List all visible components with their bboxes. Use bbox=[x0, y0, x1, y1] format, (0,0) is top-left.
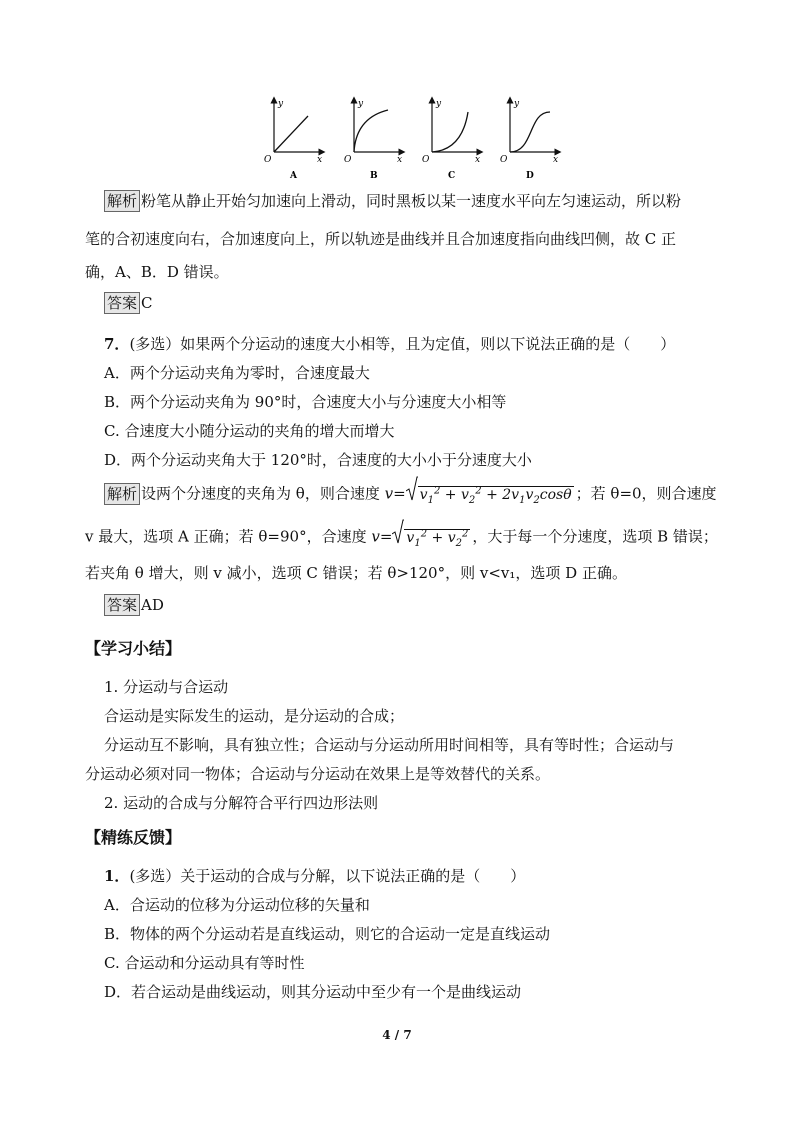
q6-analysis-text-1: 粉笔从静止开始匀加速向上滑动，同时黑板以某一速度水平向左匀速运动，所以粉 bbox=[141, 192, 682, 210]
q7-number: 7． bbox=[104, 335, 130, 353]
velocity-symbol-2: v bbox=[371, 527, 380, 546]
summary-heading: 【学习小结】 bbox=[85, 639, 182, 658]
summary-p4: 分运动必须对同一物体；合运动与分运动在效果上是等效替代的关系。 bbox=[85, 765, 551, 783]
q7-option-b: B．两个分运动夹角为 90°时，合速度大小与分速度大小相等 bbox=[104, 393, 507, 411]
practice-option-d: D．若合运动是曲线运动，则其分运动中至少有一个是曲线运动 bbox=[104, 983, 522, 1001]
q6-answer bbox=[104, 292, 153, 314]
q6-answer-value: C bbox=[141, 294, 153, 312]
equals-sign-2: = bbox=[379, 527, 393, 546]
q7-stem-text: (多选）如果两个分运动的速度大小相等，且为定值，则以下说法正确的是（ ） bbox=[129, 335, 676, 353]
q7-option-c: C. 合速度大小随分运动的夹角的增大而增大 bbox=[104, 422, 395, 440]
graph-a-origin: O bbox=[264, 155, 272, 165]
graph-d bbox=[500, 99, 558, 180]
q7-analysis-post: ；若 θ=0，则合速度 bbox=[575, 484, 717, 503]
page-number: 4 / 7 bbox=[382, 1028, 412, 1042]
q7-option-a: A．两个分运动夹角为零时，合速度最大 bbox=[104, 364, 370, 382]
sqrt-formula-2: $v_1^2 + v_2^2$ bbox=[392, 523, 470, 554]
graph-d-origin: O bbox=[500, 155, 508, 165]
practice-stem-text: (多选）关于运动的合成与分解，以下说法正确的是（ ） bbox=[129, 867, 526, 885]
summary-p5: 2. 运动的合成与分解符合平行四边形法则 bbox=[104, 794, 379, 812]
practice-option-a: A．合运动的位移为分运动位移的矢量和 bbox=[104, 896, 370, 914]
q7-analysis-2-post: ，大于每一个分速度，选项 B 错误； bbox=[472, 527, 718, 546]
practice-option-b: B．物体的两个分运动若是直线运动，则它的合运动一定是直线运动 bbox=[104, 925, 551, 943]
equals-sign: = bbox=[393, 484, 406, 503]
q7-analysis-pre: 设两个分速度的夹角为 θ，则合速度 bbox=[141, 484, 385, 503]
practice-stem bbox=[104, 865, 525, 887]
graph-b-label: B bbox=[370, 171, 378, 180]
summary-p2: 合运动是实际发生的运动，是分运动的合成； bbox=[104, 707, 405, 725]
q7-stem bbox=[104, 333, 675, 355]
graph-a-x-label: x bbox=[317, 155, 323, 165]
sqrt-formula-1: $v_1^2 + v_2^2 + 2v_1v_2\cos\theta$ bbox=[406, 480, 574, 511]
graph-c bbox=[422, 99, 480, 180]
graph-a bbox=[264, 99, 322, 180]
graph-d-y-label: y bbox=[514, 99, 520, 109]
practice-heading: 【精练反馈】 bbox=[85, 828, 182, 847]
answer-tag-2: 答案 bbox=[104, 594, 140, 616]
graph-b-y-label: y bbox=[358, 99, 364, 109]
q7-analysis-line-2 bbox=[85, 523, 718, 554]
q7-answer bbox=[104, 594, 164, 616]
graph-b-origin: O bbox=[344, 155, 352, 165]
graph-a-y-label: y bbox=[278, 99, 284, 109]
graph-c-x-label: x bbox=[475, 155, 481, 165]
graph-c-label: C bbox=[448, 171, 456, 180]
graph-a-label: A bbox=[290, 171, 297, 180]
practice-number: 1． bbox=[104, 867, 130, 885]
velocity-symbol: v bbox=[384, 484, 394, 503]
motion-graphs bbox=[262, 96, 562, 180]
summary-p3: 分运动互不影响，具有独立性；合运动与分运动所用时间相等，具有等时性；合运动与 bbox=[104, 736, 675, 754]
graph-b bbox=[344, 99, 402, 180]
graph-c-y-label: y bbox=[436, 99, 442, 109]
graph-b-x-label: x bbox=[397, 155, 403, 165]
graph-c-origin: O bbox=[422, 155, 430, 165]
q7-answer-value: AD bbox=[141, 596, 164, 614]
q6-analysis-line-3: 确，A、B．D 错误。 bbox=[85, 263, 229, 281]
q7-option-d: D．两个分运动夹角大于 120°时，合速度的大小小于分速度大小 bbox=[104, 451, 532, 469]
practice-option-c: C. 合运动和分运动具有等时性 bbox=[104, 954, 305, 972]
q7-analysis-line-1 bbox=[104, 480, 717, 511]
analysis-tag-2: 解析 bbox=[104, 483, 140, 505]
graph-d-x-label: x bbox=[553, 155, 559, 165]
q7-analysis-line-3: 若夹角 θ 增大，则 v 减小，选项 C 错误；若 θ>120°，则 v<v₁，选项 D 正确。 bbox=[85, 564, 627, 582]
q7-analysis-2-pre: v 最大，选项 A 正确；若 θ=90°，合速度 bbox=[85, 527, 372, 546]
summary-p1: 1. 分运动与合运动 bbox=[104, 678, 229, 696]
q6-analysis-line-1 bbox=[104, 190, 681, 212]
q6-analysis-line-2: 笔的合初速度向右，合加速度向上，所以轨迹是曲线并且合加速度指向曲线凹侧，故 C 正 bbox=[85, 230, 677, 248]
graph-d-label: D bbox=[526, 171, 534, 180]
analysis-tag: 解析 bbox=[104, 190, 140, 212]
answer-tag: 答案 bbox=[104, 292, 140, 314]
